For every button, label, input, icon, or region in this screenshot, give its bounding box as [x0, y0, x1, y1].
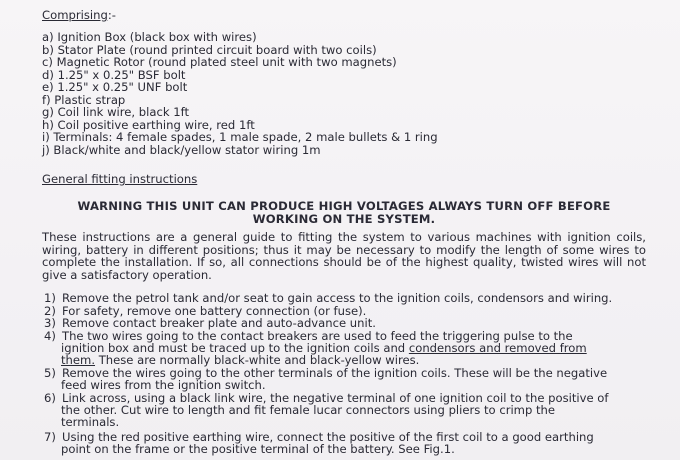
list-item: i) Terminals: 4 female spades, 1 male spade, 2 male bullets & 1 ring [42, 130, 438, 144]
list-item: e) 1.25" x 0.25" UNF bolt [42, 80, 188, 94]
warning-line-2: WORKING ON THE SYSTEM. [252, 212, 436, 226]
list-item: d) 1.25" x 0.25" BSF bolt [42, 67, 186, 82]
step-5: 5) Remove the wires going to the other terminals of the ignition coils. These will be the negative feed wires from the ignition switch. [44, 366, 608, 393]
step-4: 4) The two wires going to the contact breakers are used to feed the triggering pulse to the ignition box and must be traced up to the ignition coils and condensors and removed from them. These are normally black-white and black-yellow wires. [44, 328, 587, 367]
list-item: a) Ignition Box (black box with wires) [42, 30, 257, 44]
list-item: j) Black/white and black/yellow stator wiring 1m [42, 142, 321, 157]
list-item: h) Coil positive earthing wire, red 1ft [42, 117, 255, 132]
list-item: f) Plastic strap [42, 92, 126, 107]
step-6: 6) Link across, using a black link wire, the negative terminal of one ignition coil to the positive of the other. Cut wire to length and fit female lucar connectors using pliers to crimp the terminals. [44, 391, 609, 430]
list-item: g) Coil link wire, black 1ft [42, 105, 190, 119]
warning-line-1: WARNING THIS UNIT CAN PRODUCE HIGH VOLTAGES ALWAYS TURN OFF BEFORE [77, 199, 611, 213]
intro-paragraph: These instructions are a general guide to fitting the system to various machines with ignition coils, wiring, battery in different positions; thus it may be necessary to modify the length of some wires to complete the installation. If so, all connections should be of the highest quality, twisted wires will not give a satisfactory operation. [42, 230, 646, 282]
step-1: 1) Remove the petrol tank and/or seat to gain access to the ignition coils, condensors and wiring. [44, 291, 613, 305]
fitting-heading: General fitting instructions [42, 172, 198, 186]
comprising-heading: Comprising:- [42, 8, 116, 22]
list-item: b) Stator Plate (round printed circuit board with two coils) [42, 42, 377, 57]
list-item: c) Magnetic Rotor (round plated steel unit with two magnets) [42, 55, 397, 69]
step-7: 7) Using the red positive earthing wire, connect the positive of the first coil to a good earthing point on the frame or the positive terminal of the battery. See Fig.1. [44, 430, 594, 457]
step-2: 2) For safety, remove one battery connection (or fuse). [44, 303, 367, 318]
step-3: 3) Remove contact breaker plate and auto-advance unit. [44, 316, 376, 330]
